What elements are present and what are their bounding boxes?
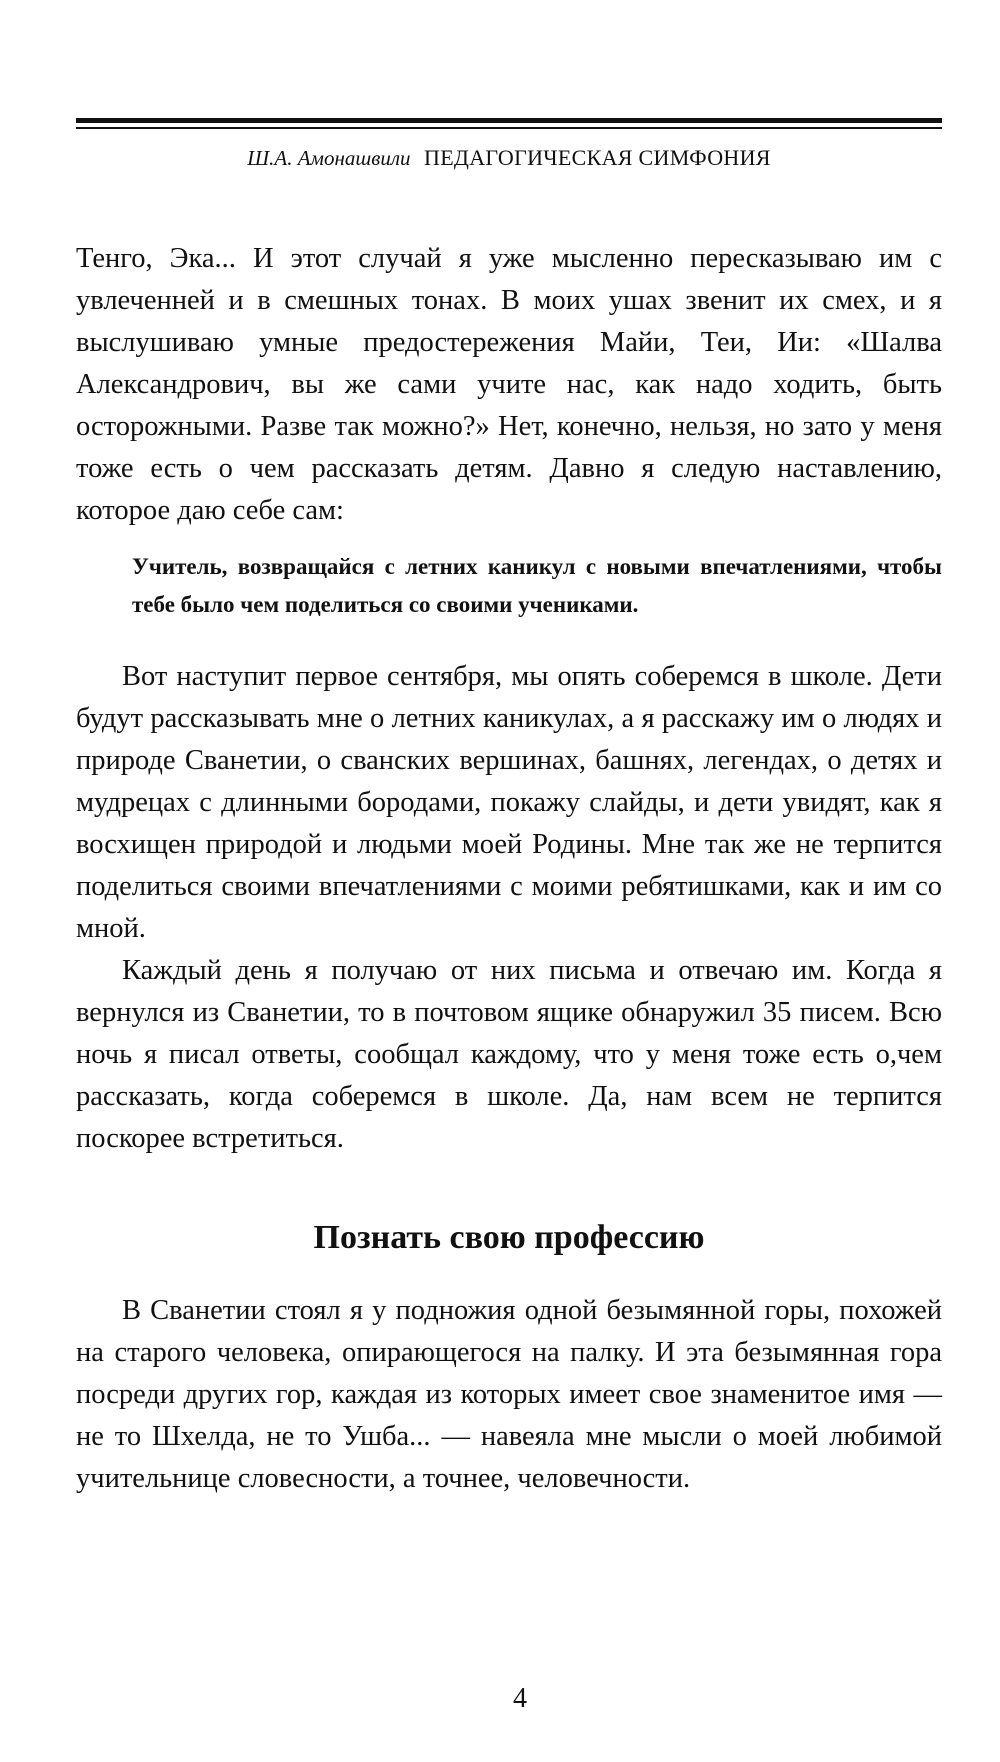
running-head-author: Ш.А. Амонашвили	[247, 146, 411, 170]
paragraph-3: Каждый день я получаю от них письма и отвечаю им. Когда я вернулся из Сванетии, то в почтовом ящике обнаружил 35 писем. Всю ночь я писал ответы, сообщал каждому, что у меня тоже есть о,чем рассказать, когда соберемся в школе. Да, нам всем не терпится поскорее встретиться.	[76, 955, 942, 1154]
body-text	[76, 238, 942, 1500]
header-rule-thick	[76, 118, 942, 123]
paragraph-2: Вот наступит первое сентября, мы опять соберемся в школе. Дети будут рассказывать мне о летних каникулах, а я расскажу им о людях и природе Сванетии, о сванских вершинах, башнях, легендах, о детях и мудрецах с длинными бородами, покажу слайды, и дети увидят, как я восхищен природой и людьми моей Родины. Мне так же не терпится поделиться своими впечатлениями с моими ребятишками, как и им со мной.	[76, 661, 942, 944]
page-number: 4	[513, 1683, 527, 1714]
emphasis-quote: Учитель, возвращайся с летних каникул с новыми впечатлениями, чтобы тебе было чем поделиться со своими учениками.	[132, 554, 942, 617]
running-head	[76, 144, 942, 172]
running-head-title: ПЕДАГОГИЧЕСКАЯ СИМФОНИЯ	[424, 145, 771, 170]
paragraph-1: Тенго, Эка... И этот случай я уже мысленно пересказываю им с увлеченней и в смешных тонах. В моих ушах звенит их смех, и я выслушиваю умные предостережения Майи, Теи, Ии: «Шалва Александрович, вы же сами учите нас, как надо ходить, быть осторожными. Разве так можно?» Нет, конечно, нельзя, но зато у меня тоже есть о чем рассказать детям. Давно я следую наставлению, которое даю себе сам:	[76, 243, 942, 526]
section-heading: Познать свою профессию	[313, 1219, 705, 1256]
header-rule-thin	[76, 127, 942, 129]
paragraph-4: В Сванетии стоял я у подножия одной безымянной горы, похожей на старого человека, опирающегося на палку. И эта безымянная гора посреди других гор, каждая из которых имеет свое знаменитое имя — не то Шхелда, не то Ушба... — навеяла мне мысли о моей любимой учительнице словесности, а точнее, человечности.	[76, 1295, 942, 1494]
